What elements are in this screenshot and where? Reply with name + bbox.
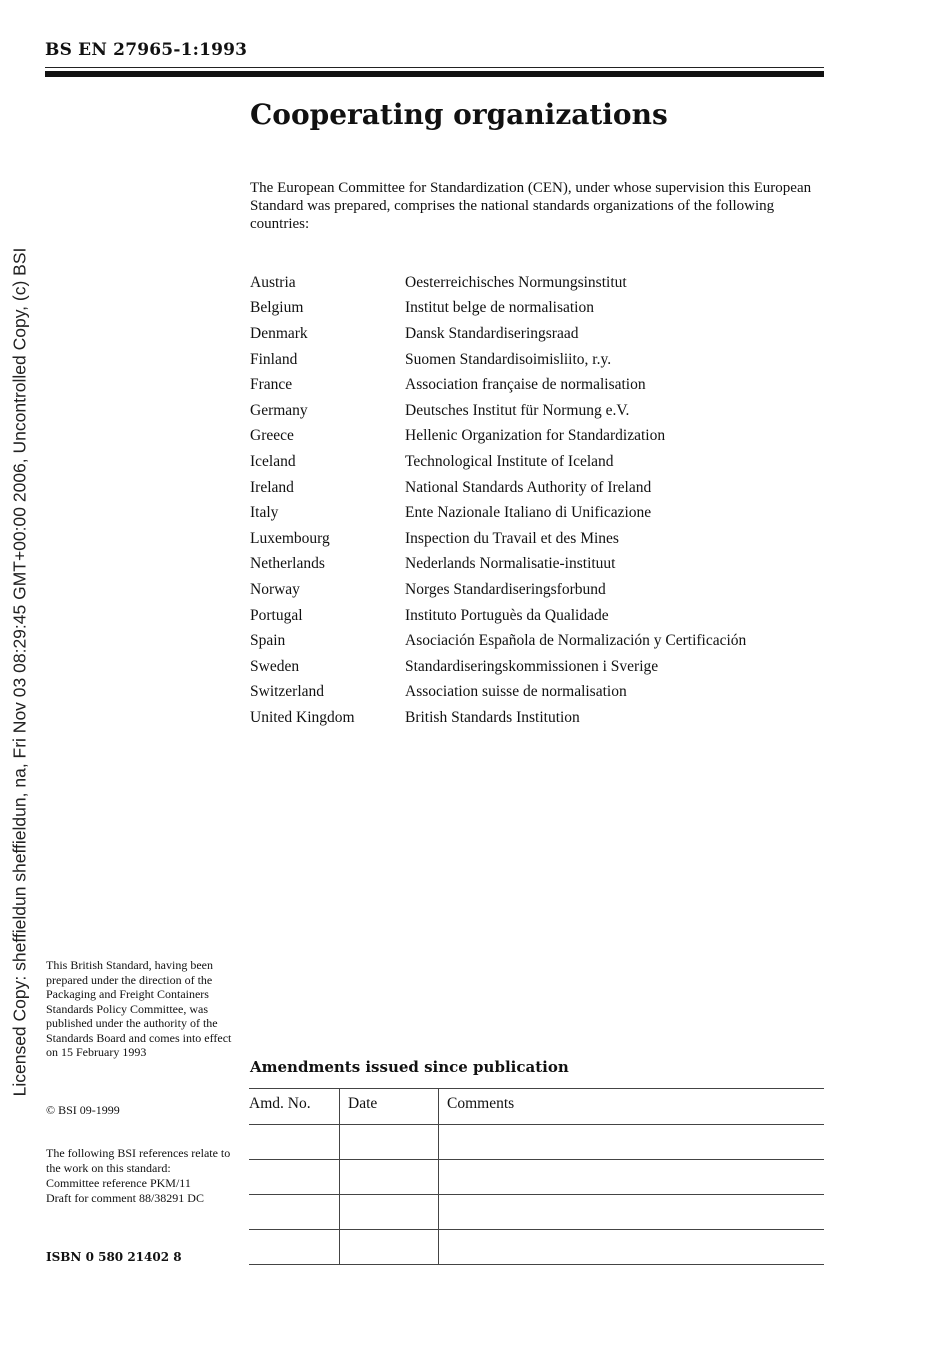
country-row [250,372,830,398]
country-row [250,552,830,578]
country-row [250,628,830,654]
organization-name: Standardiseringskommissionen i Sverige [405,657,659,675]
country-name: Netherlands [250,555,325,573]
draft-reference: Draft for comment 88/38291 DC [46,1191,204,1205]
table-cell [249,1160,340,1195]
header-thick-rule [45,71,824,77]
table-row [249,1125,824,1160]
country-name: Belgium [250,299,304,317]
country-name: Luxembourg [250,529,330,547]
column-header-amd-no: Amd. No. [249,1089,340,1125]
table-cell [340,1125,439,1160]
country-name: Italy [250,504,279,522]
table-row [249,1230,824,1265]
organization-name: Association française de normalisation [405,376,646,394]
country-row [250,654,830,680]
country-name: Austria [250,273,296,291]
organization-name: Hellenic Organization for Standardization [405,427,666,445]
country-row [250,398,830,424]
table-row [249,1160,824,1195]
page-title: Cooperating organizations [250,98,668,131]
table-cell [340,1160,439,1195]
references-intro: The following BSI references relate to the work on this standard: [46,1146,231,1175]
table-cell [340,1195,439,1230]
organization-name: Suomen Standardisoimisliito, r.y. [405,350,612,368]
table-cell [439,1230,825,1265]
column-header-comments: Comments [439,1089,825,1125]
publication-note: This British Standard, having been prepared under the direction of the Packaging and Freight Containers Standards Policy Committee, was published under the authority of the Standards Board and comes into effect on 15 February 1993 [46,958,232,1059]
country-row [250,680,830,706]
organization-name: Inspection du Travail et des Mines [405,529,619,547]
country-row [250,347,830,373]
country-name: Spain [250,632,286,650]
watermark-strip [0,0,40,1345]
country-name: Portugal [250,606,303,624]
organization-name: Oesterreichisches Normungsinstitut [405,273,627,291]
copyright-notice: © BSI 09-1999 [46,1103,120,1117]
document-id: BS EN 27965-1:1993 [45,40,248,60]
organization-name: Norges Standardiseringsforbund [405,580,606,598]
country-name: Sweden [250,657,300,675]
country-row [250,526,830,552]
country-row [250,577,830,603]
organization-name: Technological Institute of Iceland [405,452,614,470]
table-cell [439,1125,825,1160]
column-header-date: Date [340,1089,439,1125]
license-watermark: Licensed Copy: sheffieldun sheffieldun, na, Fri Nov 03 08:29:45 GMT+00:00 2006, Uncontrolled Copy, (c) BSI [9,247,30,1097]
country-name: France [250,376,293,394]
intro-paragraph: The European Committee for Standardization (CEN), under whose supervision this European Standard was prepared, comprises the national standards organizations of the following countries: [250,180,812,232]
country-name: Switzerland [250,683,325,701]
header-thin-rule [45,67,824,68]
country-row [250,705,830,731]
table-row [249,1195,824,1230]
country-name: Norway [250,580,300,598]
table-cell [249,1195,340,1230]
country-row [250,321,830,347]
country-row [250,449,830,475]
country-row [250,500,830,526]
organization-name: Deutsches Institut für Normung e.V. [405,401,630,419]
country-name: Ireland [250,478,294,496]
country-name: Greece [250,427,294,445]
country-name: Iceland [250,452,296,470]
table-cell [249,1230,340,1265]
amendments-table [249,1088,824,1265]
countries-list [250,270,830,731]
table-header-row [249,1089,824,1125]
country-row [250,270,830,296]
country-name: Germany [250,401,308,419]
table-cell [249,1125,340,1160]
country-row [250,424,830,450]
organization-name: Association suisse de normalisation [405,683,627,701]
organization-name: British Standards Institution [405,708,580,726]
country-name: Finland [250,350,298,368]
country-name: Denmark [250,324,308,342]
committee-reference: Committee reference PKM/11 [46,1176,191,1190]
organization-name: National Standards Authority of Ireland [405,478,652,496]
table-cell [340,1230,439,1265]
table-cell [439,1160,825,1195]
country-name: United Kingdom [250,708,355,726]
country-row [250,296,830,322]
organization-name: Asociación Española de Normalización y Certificación [405,632,747,650]
organization-name: Institut belge de normalisation [405,299,594,317]
organization-name: Instituto Portuguès da Qualidade [405,606,609,624]
isbn: ISBN 0 580 21402 8 [46,1250,182,1264]
organization-name: Nederlands Normalisatie-instituut [405,555,616,573]
organization-name: Dansk Standardiseringsraad [405,324,579,342]
organization-name: Ente Nazionale Italiano di Unificazione [405,504,652,522]
country-row [250,475,830,501]
country-row [250,603,830,629]
table-cell [439,1195,825,1230]
bsi-references [46,1146,246,1206]
amendments-heading: Amendments issued since publication [250,1058,569,1076]
